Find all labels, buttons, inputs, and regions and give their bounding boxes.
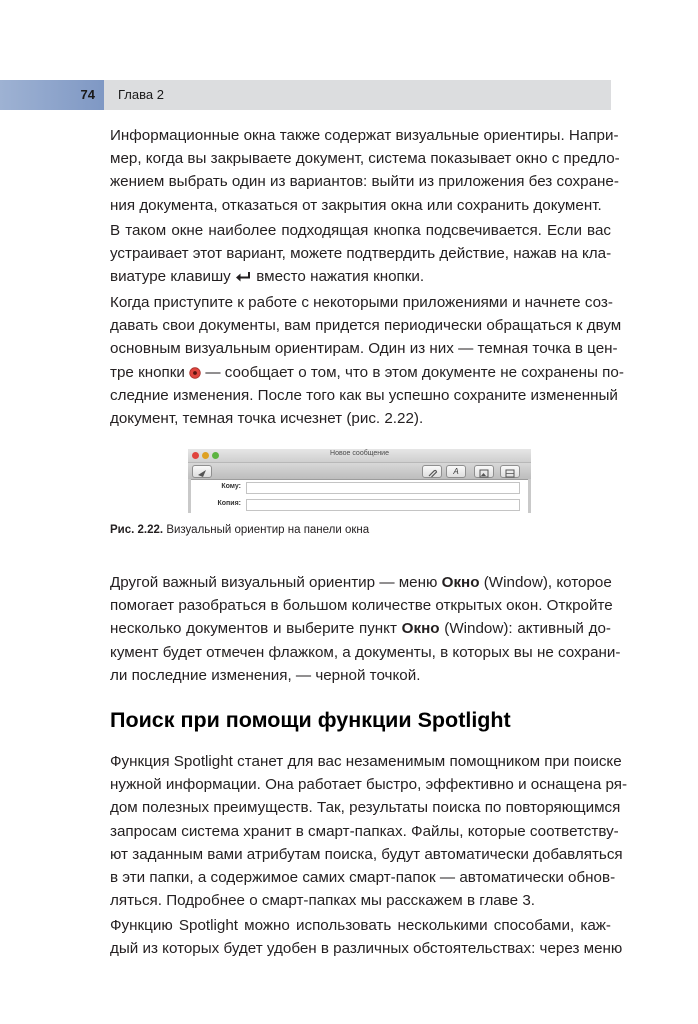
send-button — [192, 465, 212, 478]
text-line — [110, 361, 624, 384]
text-line: ляться. Подробнее о смарт-папках мы расскажем в главе 3. — [110, 892, 535, 910]
text-line: кумент будет отмечен флажком, а документы, в которых вы не сохрани- — [110, 643, 621, 661]
text-line: давать свои документы, вам придется периодически обращаться к двум — [110, 317, 622, 335]
attach-button — [422, 465, 442, 478]
unsaved-close-button-icon — [189, 367, 201, 379]
caption-label: Рис. 2.22. — [110, 524, 164, 536]
window-edge — [188, 479, 191, 513]
text-line: ли последние изменения, — черной точкой. — [110, 666, 421, 684]
format-button: A — [446, 465, 466, 478]
text-fragment: вместо нажатия кнопки. — [256, 268, 425, 286]
text-line: Когда приступите к работе с некоторыми приложениями и начнете соз- — [110, 294, 613, 311]
text-fragment: несколько документов и выберите пункт — [110, 620, 397, 638]
photo-browser-button — [474, 465, 494, 478]
paragraph-spotlight-intro — [110, 750, 628, 912]
text-line: дом полезных преимуществ. Так, результаты поиска по повторяющимся — [110, 799, 621, 817]
paragraph-spotlight-ways — [110, 914, 623, 960]
text-line: Информационные окна также содержат визуальные ориентиры. Напри- — [110, 127, 619, 144]
figure-mail-window — [188, 449, 531, 513]
text-line: устраивает этот вариант, можете подтвердить действие, нажав на кла- — [110, 245, 612, 263]
cc-field-row — [188, 497, 531, 513]
send-icon — [193, 468, 211, 479]
text-line: ют заданным вами атрибутам поиска, будут автоматически добавляться — [110, 845, 623, 863]
text-line: нужной информации. Она работает быстро, эффективно и оснащена ря- — [110, 776, 628, 794]
text-line: ния документа, отказаться от закрытия окна или сохранить документ. — [110, 196, 602, 214]
text-fragment: — сообщает о том, что в этом документе не сохранены по- — [205, 363, 624, 381]
text-fragment: виатуре клавишу — [110, 268, 231, 286]
menu-name: Окно — [441, 574, 480, 591]
text-line: мер, когда вы закрываете документ, система показывает окно с предло- — [110, 150, 620, 168]
to-label: Кому: — [221, 483, 241, 490]
text-line: основным визуальным ориентирам. Один из них — темная точка в цен- — [110, 340, 618, 358]
text-line — [110, 617, 611, 640]
text-fragment: (Window), которое — [483, 574, 612, 591]
text-line: Функцию Spotlight можно использовать несколькими способами, каж- — [110, 917, 611, 934]
stationery-icon — [501, 468, 519, 479]
paperclip-icon — [423, 468, 441, 479]
paragraph-default-button — [110, 219, 611, 289]
photo-icon — [475, 468, 493, 479]
text-line: следние изменения. После того как вы успешно сохраните измененный — [110, 386, 618, 404]
to-field-row — [188, 480, 531, 496]
text-line: помогает разобраться в большом количестве открытых окон. Откройте — [110, 597, 613, 615]
paragraph-window-menu — [110, 571, 621, 687]
caption-text: Визуальный ориентир на панели окна — [166, 524, 370, 536]
paragraph-windows-info — [110, 124, 620, 217]
running-header — [0, 80, 611, 110]
text-line: документ, темная точка исчезнет (рис. 2.22). — [110, 410, 424, 428]
menu-name: Окно — [401, 620, 440, 638]
chapter-title: Глава 2 — [118, 87, 164, 102]
cc-label: Копия: — [217, 500, 241, 507]
text-line — [110, 265, 611, 288]
to-field — [246, 482, 520, 494]
text-line: жением выбрать один из вариантов: выйти из приложения без сохране- — [110, 173, 619, 191]
text-fragment: Другой важный визуальный ориентир — меню — [110, 574, 438, 591]
window-toolbar — [188, 463, 531, 480]
section-heading: Поиск при помощи функции Spotlight — [110, 708, 511, 732]
text-line: Функция Spotlight станет для вас незаменимым помощником при поиске — [110, 753, 622, 770]
text-line: в эти папки, а содержимое самих смарт-папок — автоматически обнов- — [110, 869, 616, 887]
text-line: В таком окне наиболее подходящая кнопка подсвечивается. Если вас — [110, 222, 611, 239]
text-fragment: тре кнопки — [110, 363, 185, 381]
text-line — [110, 571, 611, 594]
page-number: 74 — [80, 87, 95, 102]
stationery-button — [500, 465, 520, 478]
window-title: Новое сообщение — [330, 450, 389, 457]
text-fragment: (Window): активный до- — [444, 620, 611, 638]
text-line: дый из которых будет удобен в различных обстоятельствах: через меню — [110, 940, 623, 958]
page-number-box — [0, 80, 104, 110]
paragraph-unsaved-dot — [110, 291, 624, 430]
text-line: запросам система хранит в смарт-папках. Файлы, которые соответству- — [110, 822, 619, 840]
window-titlebar — [188, 449, 531, 463]
cc-field — [246, 499, 520, 511]
figure-caption — [110, 524, 369, 536]
return-key-icon — [235, 271, 252, 283]
window-edge — [528, 479, 531, 513]
